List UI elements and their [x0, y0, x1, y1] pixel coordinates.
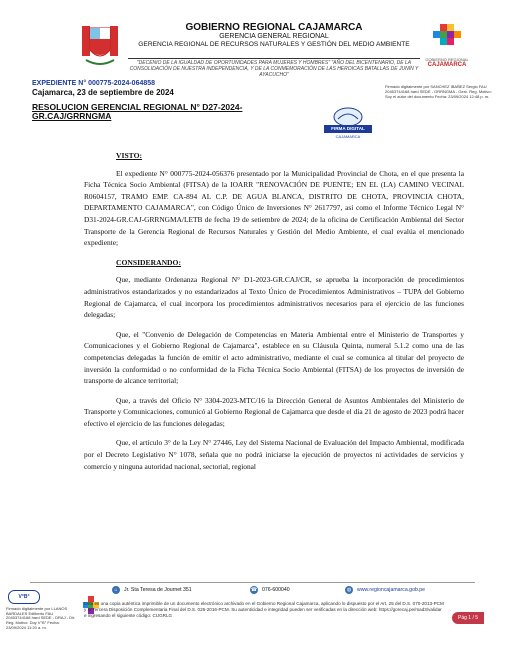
- gerencia-general: GERENCIA GENERAL REGIONAL: [219, 33, 329, 40]
- footer-phone: 076-600040: [262, 587, 290, 593]
- considerando-paragraph-3: Que, a través del Oficio N° 3304-2023-MTC/16 la Dirección General de Asuntos Ambientales del Ministerio de Transporte y Comunicaciones, comunicó al Gobierno Regional de Cajamarca que desde el día 21 de agosto de 2023 podrá hacer efectivo el ejercicio de las funciones delegadas;: [84, 395, 464, 428]
- firma-digital-label: FIRMA DIGITAL: [331, 126, 365, 131]
- considerando-paragraph-2: Que, el "Convenio de Delegación de Competencias en Materia Ambiental entre el Ministerio de Transportes y Comunicaciones y el Gobierno Regional de Cajamarca", establece en su Cláusula Quinta, numeral 5.1.2 como una de las competencias delegadas la función de emitir el acto administrativo, mediante el cual se comunica al titular del proyecto de inversión la conformidad o no conformidad de la Ficha Técnica Socio Ambiental (FITSA) de los proyectos de inversión de transporte de alcance territorial;: [84, 329, 464, 386]
- document-body: [84, 150, 464, 472]
- considerando-paragraph-4: Que, el artículo 3° de la Ley N° 27446, Ley del Sistema Nacional de Evaluación del Impacto Ambiental, modificada por el Decreto Legislativo N° 1078, señala que no podrá iniciarse la ejecución de proyectos ni actividades de servicios y comercio y ninguna autoridad nacional, sectorial, regional: [84, 438, 464, 471]
- org-title: GOBIERNO REGIONAL CAJAMARCA: [185, 22, 363, 33]
- globe-icon: ◍: [346, 587, 352, 593]
- logo-sub: GOBIERNO REGIONAL: [425, 57, 469, 62]
- cajamarca-logo: [422, 22, 472, 68]
- header-divider: [128, 58, 420, 59]
- visto-heading: VISTO:: [116, 151, 143, 160]
- footer-address: Jr. Sta Teresa de Journet 351: [124, 587, 192, 593]
- considerando-paragraph-1: Que, mediante Ordenanza Regional N° D1-2023-GR.CAJ/CR, se aprueba la incorporación de procedimientos administrativos estandarizados y no estandarizados al Texto Único de Procedimientos Administrativos – TUPA del Gobierno Regional de Cajamarca, el cual incorpora los procedimientos administrativos necesarios para el ejercicio de las funciones delegadas;: [84, 275, 464, 320]
- vb-label: V°B°: [18, 594, 30, 600]
- visto-paragraph: El expediente N° 000775-2024-056376 presentado por la Municipalidad Provincial de Chota, en el que presenta la Ficha Técnica Socio Ambiental (FITSA) de la IOARR "RENOVACIÓN DE PUENTE; EN EL (LA) CAMINO VECINAL R0604157, TRAMO EMP. CA-894 AL C.P. DE AGUA BLANCA, DISTRITO DE CHOTA, PROVINCIA CHOTA, DEPARTAMENTO CAJAMARCA", con Código Único de Inversiones N° 2617797, así como el Informe Técnico Legal N° D31-2024-GR.CAJ-GRRNGMA/LETB de fecha 19 de setiembre de 2024; de la oficina de Certificación Ambiental del Sector Transporte de la Gerencia Regional de Recursos Naturales y Gestión del Medio Ambiente, el cual evalúa el mencionado expediente;: [84, 168, 464, 248]
- logo-text: CAJAMARCA: [427, 62, 467, 68]
- footer-signature-info: Firmado digitalmente por LLANOS BARDALES Edilberto FAU 20453744168 hard SEDE - DRAJ - Dir. Reg. Motivo: Doy V°B° Fecha: 23/09/2024 11:20 a. m.: [6, 606, 76, 630]
- digital-signature-info: Firmado digitalmente por SANCHEZ IBAÑEZ Sergio FAU 20453744168 hard SEDE - GRRNGMA - Gerc. Reg. Motivo: Soy el autor del documento Fecha: 23/09/2024 12:48 p. m.: [385, 84, 492, 99]
- phone-icon: ☎: [250, 587, 258, 593]
- firma-digital-stamp: [322, 107, 374, 141]
- location-icon: ⌂: [112, 586, 120, 594]
- footer-disclaimer: Esta es una copia auténtica imprimible de un documento electrónico archivado en el Gobierno Regional Cajamarca, aplicando lo dispuesto por el Art. 25 del D.S. 070-2013-PCM y la Tercera Disposición Complementaria Final del D.S. 026-2016-PCM. Su autenticidad e integridad pueden ser verificadas en la dirección web: https://gorecaj.pe/mad3/validar e ingresando el siguiente código: CUGRLG: [84, 601, 444, 618]
- peru-coat-of-arms-icon: [80, 24, 120, 68]
- resolution-title: RESOLUCION GERENCIAL REGIONAL N° D27-2024-GR.CAJ/GRRNGMA: [32, 102, 243, 121]
- vb-stamp: [8, 590, 40, 604]
- footer-website-link[interactable]: www.regioncajamarca.gob.pe: [357, 587, 426, 593]
- decenio-text: "DECENIO DE LA IGUALDAD DE OPORTUNIDADES PARA MUJERES Y HOMBRES" "AÑO DEL BICENTENARIO, DE LA CONSOLIDACIÓN DE NUESTRA INDEPENDENCIA, Y DE LA CONMEMORACIÓN DE LAS HEROICAS BATALLAS DE JUNÍN Y AYACUCHO": [129, 60, 419, 78]
- cajamarca-cross-icon: [422, 22, 472, 52]
- firma-digital-sub: CAJAMARCA: [335, 134, 361, 139]
- footer-divider: [30, 582, 475, 583]
- gerencia-recursos: GERENCIA REGIONAL DE RECURSOS NATURALES Y GESTIÓN DEL MEDIO AMBIENTE: [138, 41, 410, 48]
- expediente-number: EXPEDIENTE N° 000775-2024-064858: [32, 80, 156, 87]
- page-indicator: Pág 1 / 5: [452, 612, 484, 624]
- document-date: Cajamarca, 23 de septiembre de 2024: [32, 88, 174, 97]
- considerando-heading: CONSIDERANDO:: [116, 257, 181, 267]
